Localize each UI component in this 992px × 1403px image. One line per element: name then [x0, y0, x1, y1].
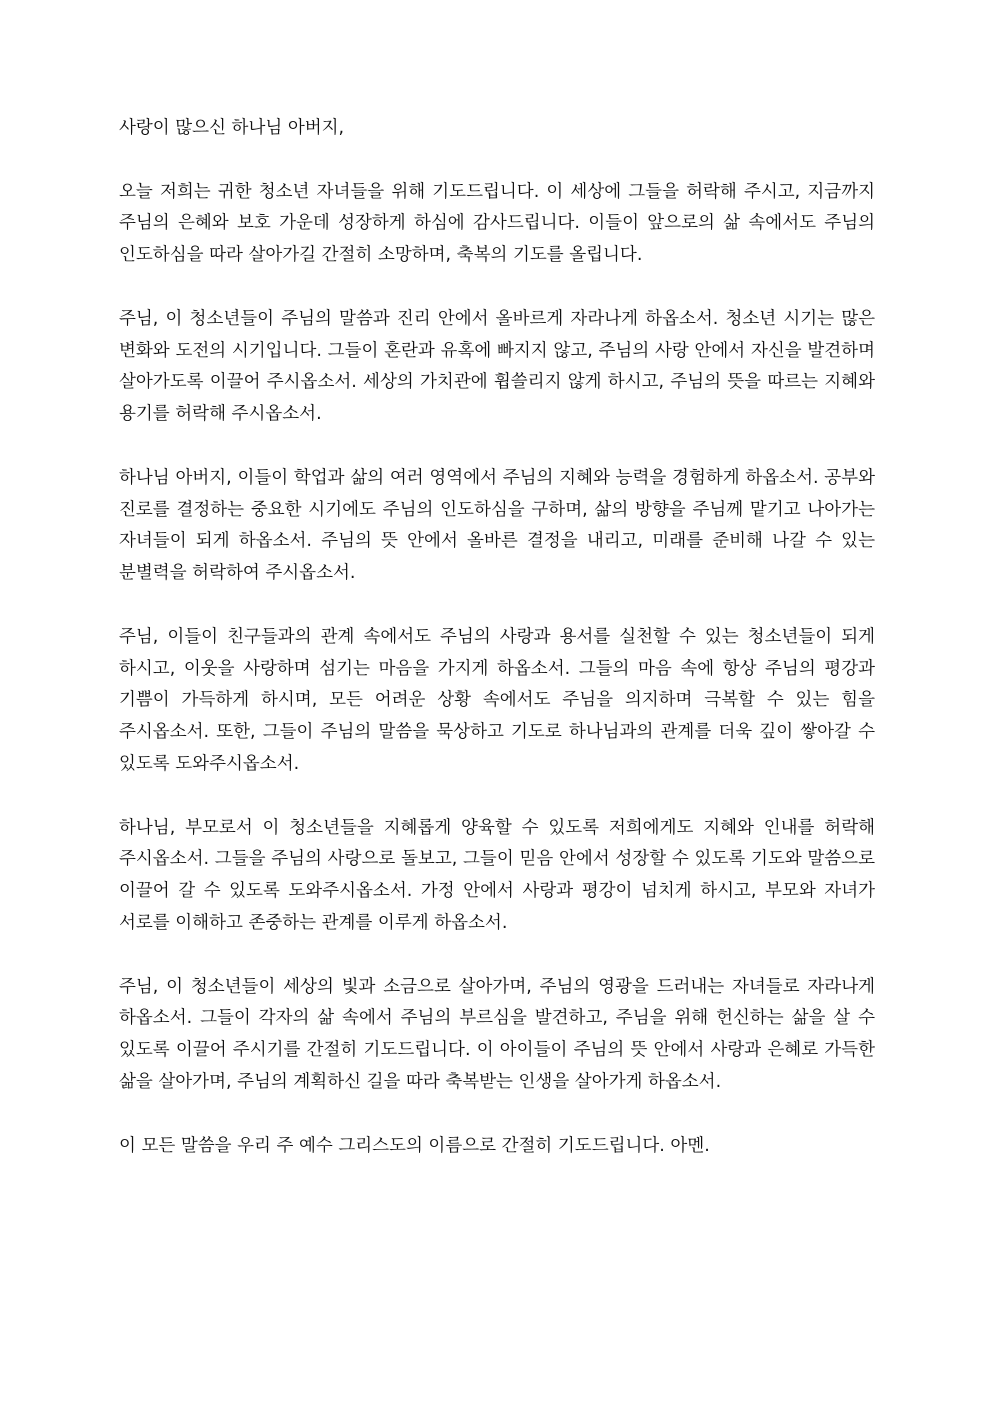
paragraph-growth-in-truth: 주님, 이 청소년들이 주님의 말씀과 진리 안에서 올바르게 자라나게 하옵소서. 청소년 시기는 많은 변화와 도전의 시기입니다. 그들이 혼란과 유혹에 빠지지 않고, 주님의 사랑 안에서 자신을 발견하며 살아가도록 이끌어 주시옵소서. 세상의 가치관에 휩쓸리지 않게 하시고, 주님의 뜻을 따르는 지혜와 용기를 허락해 주시옵소서.: [119, 308, 875, 425]
salutation: 사랑이 많으신 하나님 아버지,: [119, 118, 345, 138]
paragraph-parents: 하나님, 부모로서 이 청소년들을 지혜롭게 양육할 수 있도록 저희에게도 지혜와 인내를 허락해 주시옵소서. 그들을 주님의 사랑으로 돌보고, 그들이 믿음 안에서 성장할 수 있도록 기도와 말씀으로 이끌어 갈 수 있도록 도와주시옵소서. 가정 안에서 사랑과 평강이 넘치게 하시고, 부모와 자녀가 서로를 이해하고 존중하는 관계를 이루게 하옵소서.: [119, 817, 875, 933]
paragraph-thanksgiving: 오늘 저희는 귀한 청소년 자녀들을 위해 기도드립니다. 이 세상에 그들을 허락해 주시고, 지금까지 주님의 은혜와 보호 가운데 성장하게 하심에 감사드립니다. 이들이 앞으로의 삶 속에서도 주님의 인도하심을 따라 살아가길 간절히 소망하며, 축복의 기도를 올립니다.: [119, 181, 875, 266]
paragraph-light-and-salt: 주님, 이 청소년들이 세상의 빛과 소금으로 살아가며, 주님의 영광을 드러내는 자녀들로 자라나게 하옵소서. 그들이 각자의 삶 속에서 주님의 부르심을 발견하고, 주님을 위해 헌신하는 삶을 살 수 있도록 이끌어 주시기를 간절히 기도드립니다. 이 아이들이 주님의 뜻 안에서 사랑과 은혜로 가득한 삶을 살아가며, 주님의 계획하신 길을 따라 축복받는 인생을 살아가게 하옵소서.: [119, 976, 875, 1092]
paragraph-studies-and-career: 하나님 아버지, 이들이 학업과 삶의 여러 영역에서 주님의 지혜와 능력을 경험하게 하옵소서. 공부와 진로를 결정하는 중요한 시기에도 주님의 인도하심을 구하며, 삶의 방향을 주님께 맡기고 나아가는 자녀들이 되게 하옵소서. 주님의 뜻 안에서 올바른 결정을 내리고, 미래를 준비해 나갈 수 있는 분별력을 허락하여 주시옵소서.: [119, 467, 875, 584]
prayer-text: [119, 113, 875, 1162]
closing: 이 모든 말씀을 우리 주 예수 그리스도의 이름으로 간절히 기도드립니다. 아멘.: [119, 1135, 710, 1156]
paragraph-friendships: 주님, 이들이 친구들과의 관계 속에서도 주님의 사랑과 용서를 실천할 수 있는 청소년들이 되게 하시고, 이웃을 사랑하며 섬기는 마음을 가지게 하옵소서. 그들의 마음 속에 항상 주님의 평강과 기쁨이 가득하게 하시며, 모든 어려운 상황 속에서도 주님을 의지하며 극복할 수 있는 힘을 주시옵소서. 또한, 그들이 주님의 말씀을 묵상하고 기도로 하나님과의 관계를 더욱 깊이 쌓아갈 수 있도록 도와주시옵소서.: [119, 626, 875, 774]
